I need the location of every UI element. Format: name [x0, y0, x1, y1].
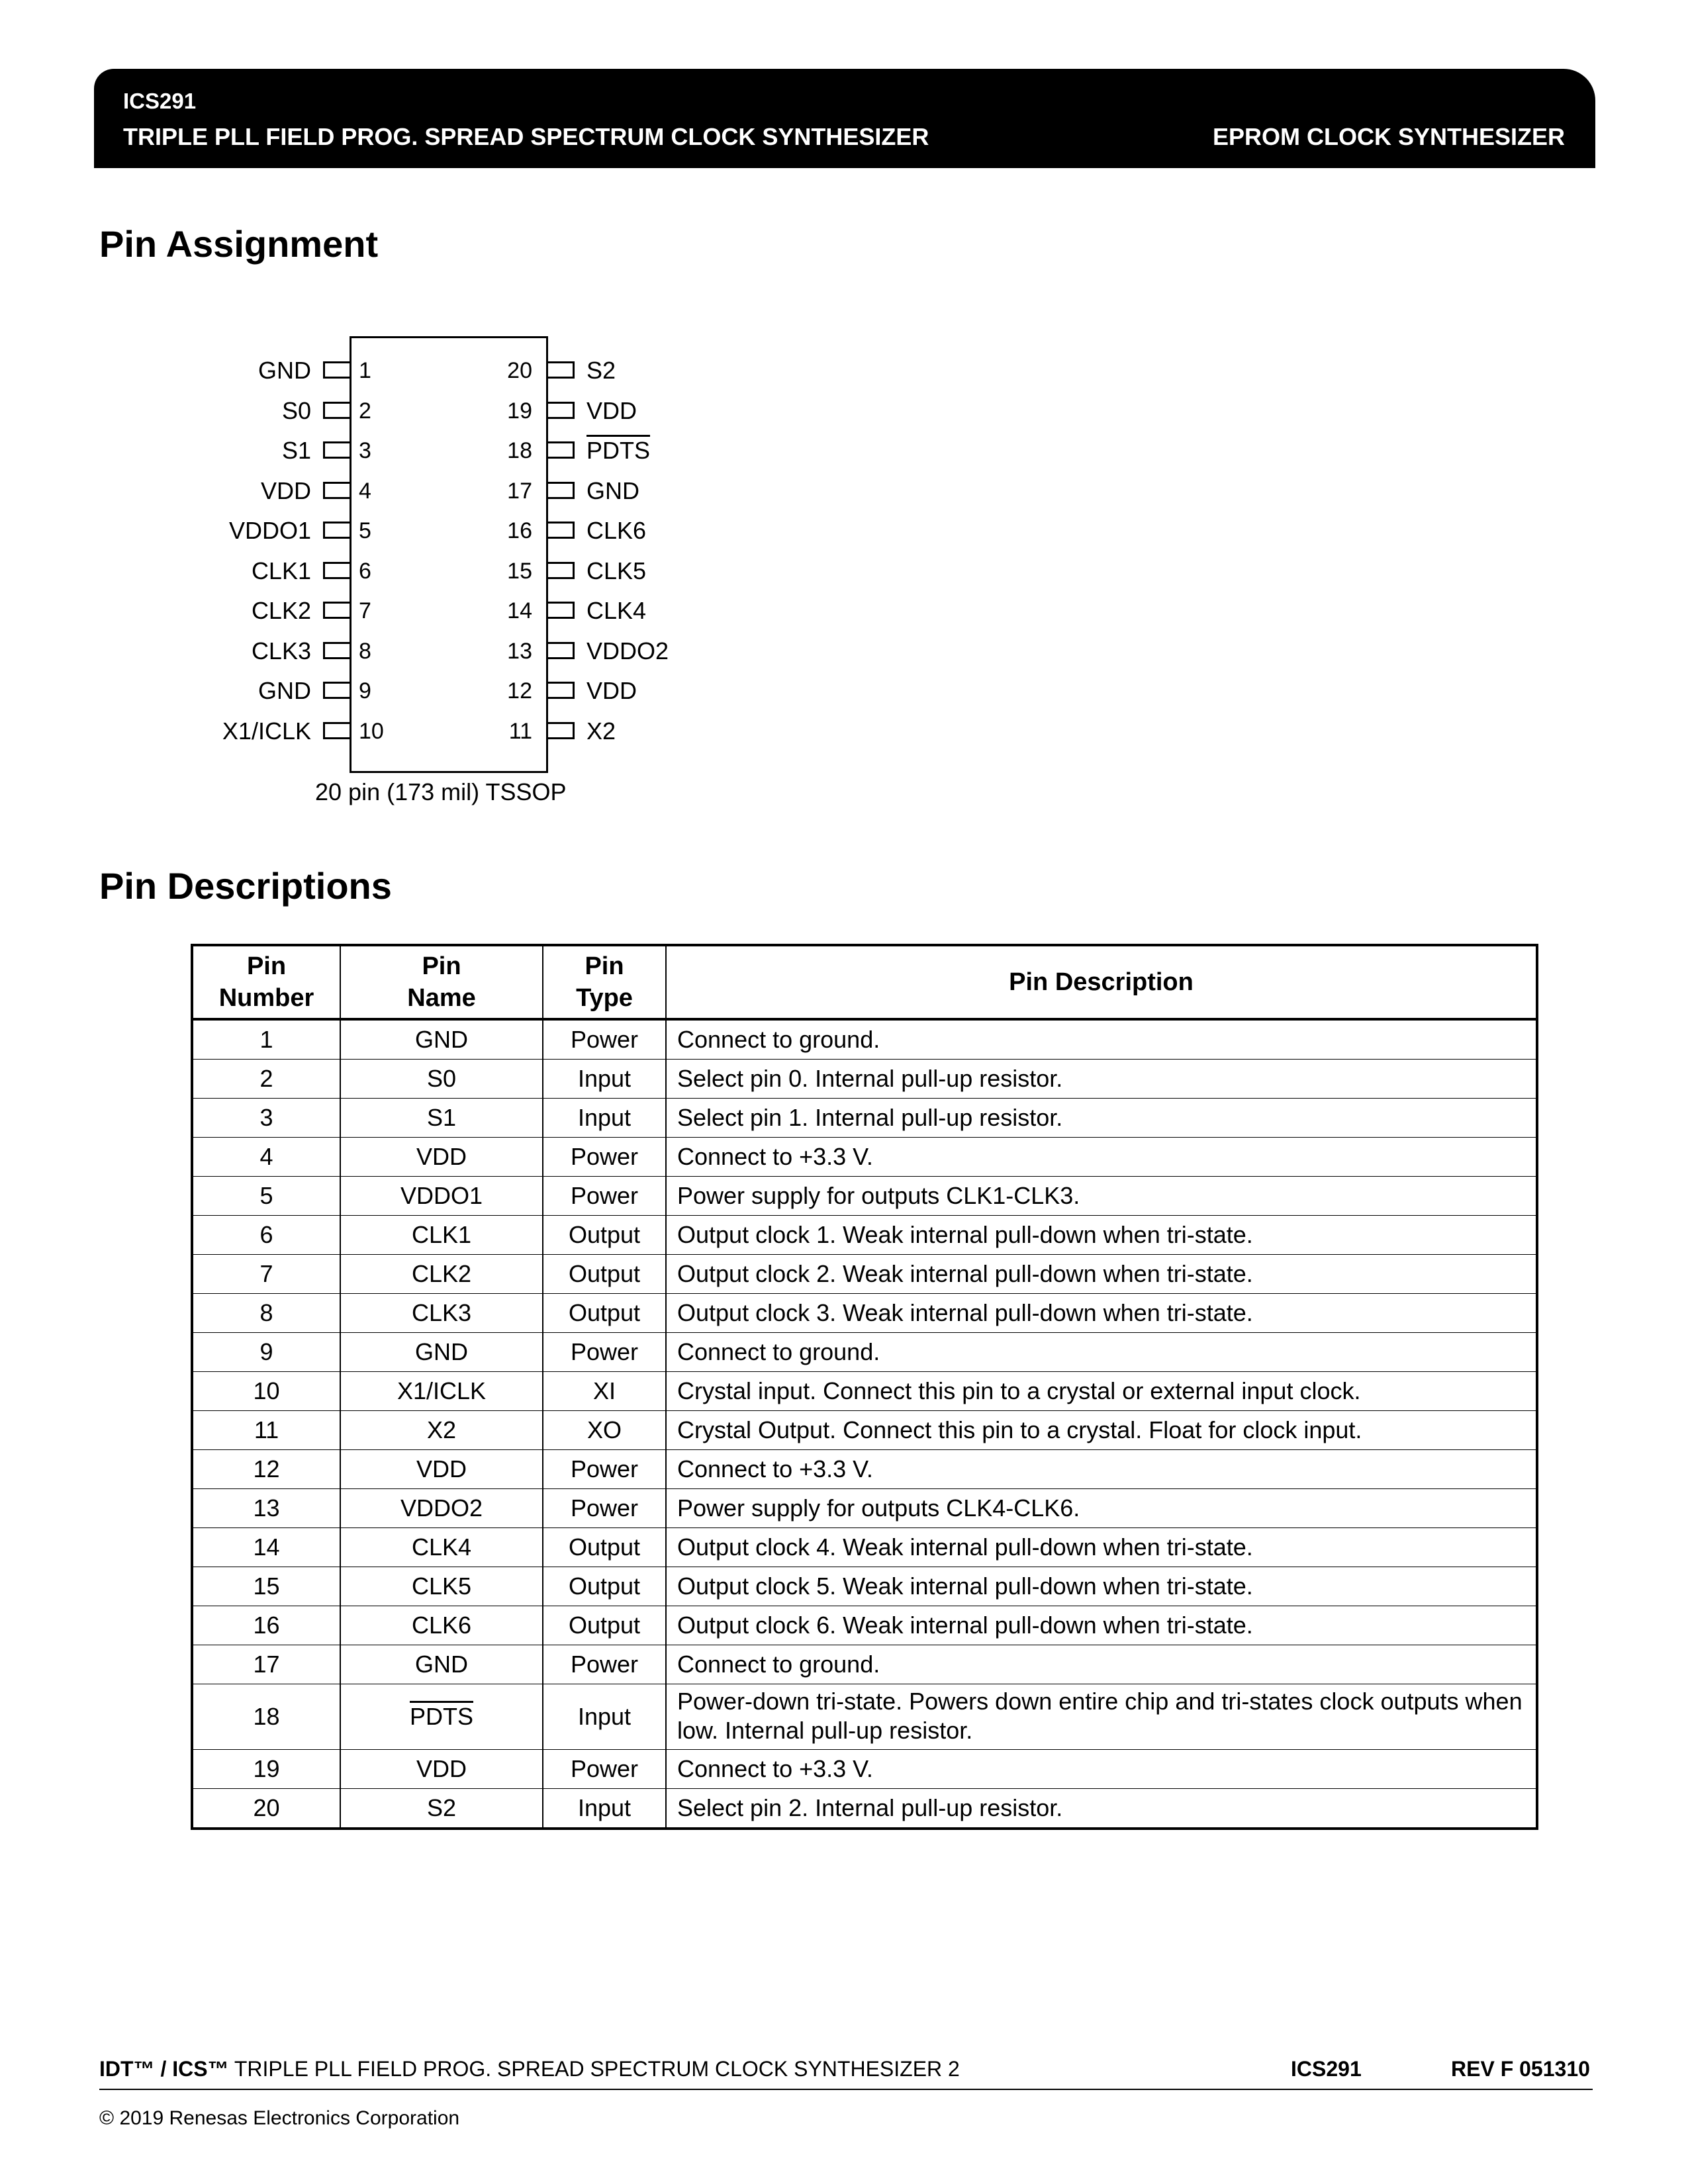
cell-pin-name: VDD	[340, 1450, 543, 1489]
pin-number: 10	[359, 718, 384, 744]
pin-number: 17	[507, 478, 532, 504]
pin-label: GND	[258, 357, 311, 384]
pin-number: 20	[507, 358, 532, 383]
pin-right-15	[507, 557, 702, 584]
pin-left-2	[212, 396, 371, 424]
pin-left-8	[212, 637, 371, 664]
cell-pin-name: GND	[340, 1645, 543, 1684]
cell-pin-type: Power	[543, 1750, 666, 1789]
pin-label: S0	[281, 396, 311, 424]
footer-divider	[99, 2089, 1593, 2090]
pin-label: S1	[281, 437, 311, 464]
cell-pin-type: Power	[543, 1333, 666, 1372]
cell-pin-name: CLK3	[340, 1294, 543, 1333]
header-pin-description: Pin Description	[666, 945, 1537, 1019]
pin-label: CLK3	[251, 637, 311, 664]
pin-right-18	[507, 437, 702, 464]
pin-label: CLK6	[586, 517, 647, 544]
pin-number: 5	[359, 518, 371, 543]
cell-pin-type: Output	[543, 1528, 666, 1567]
cell-pin-number: 6	[192, 1216, 340, 1255]
cell-pin-name: CLK1	[340, 1216, 543, 1255]
cell-pin-description: Output clock 3. Weak internal pull-down when tri-state.	[666, 1294, 1537, 1333]
pinout-diagram	[212, 331, 702, 821]
pin-right-16	[507, 517, 702, 544]
header-part-number: ICS291	[123, 89, 197, 113]
cell-pin-description: Crystal input. Connect this pin to a crystal or external input clock.	[666, 1372, 1537, 1411]
cell-pin-name: VDDO2	[340, 1489, 543, 1528]
table-row	[192, 1177, 1537, 1216]
pin-right-12	[507, 677, 702, 704]
pin-label: S2	[586, 357, 616, 384]
cell-pin-description: Connect to ground.	[666, 1645, 1537, 1684]
pin-left-7	[212, 597, 371, 624]
cell-pin-name: VDD	[340, 1750, 543, 1789]
header-title: TRIPLE PLL FIELD PROG. SPREAD SPECTRUM CLOCK SYNTHESIZER	[123, 123, 929, 150]
pin-number: 15	[507, 558, 532, 584]
pin-lead	[548, 602, 575, 619]
pin-number: 14	[507, 598, 532, 623]
cell-pin-description: Output clock 6. Weak internal pull-down when tri-state.	[666, 1606, 1537, 1645]
pin-description-table	[191, 944, 1538, 1830]
pin-label: VDDO1	[228, 517, 311, 544]
pin-lead	[323, 602, 350, 619]
pin-lead	[548, 482, 575, 499]
table-row	[192, 1372, 1537, 1411]
pin-left-3	[212, 437, 371, 464]
pin-label: CLK1	[251, 557, 311, 584]
table-row	[192, 1684, 1537, 1750]
cell-pin-type: Input	[543, 1789, 666, 1829]
table-row	[192, 1645, 1537, 1684]
cell-pin-name: VDD	[340, 1138, 543, 1177]
cell-pin-description: Connect to +3.3 V.	[666, 1138, 1537, 1177]
footer-title: IDT™ / ICS™ TRIPLE PLL FIELD PROG. SPREAD SPECTRUM CLOCK SYNTHESIZER 2	[99, 2057, 960, 2081]
pin-lead	[548, 722, 575, 739]
pin-right-19	[507, 396, 702, 424]
pin-lead	[548, 361, 575, 379]
pin-label: CLK5	[586, 557, 647, 584]
header-pin-number: Pin Number	[192, 945, 340, 1019]
pin-label: VDD	[586, 677, 637, 704]
pin-lead	[323, 682, 350, 699]
pin-lead	[548, 402, 575, 419]
cell-pin-type: Output	[543, 1294, 666, 1333]
cell-pin-number: 4	[192, 1138, 340, 1177]
pin-left-10	[212, 717, 384, 745]
cell-pin-type: Power	[543, 1138, 666, 1177]
table-row	[192, 1060, 1537, 1099]
header-bar	[94, 69, 1595, 168]
footer-part-number: ICS291	[1291, 2057, 1362, 2081]
cell-pin-description: Output clock 1. Weak internal pull-down when tri-state.	[666, 1216, 1537, 1255]
cell-pin-number: 3	[192, 1099, 340, 1138]
pin-number: 11	[508, 718, 532, 744]
table-row	[192, 1216, 1537, 1255]
cell-pin-description: Connect to ground.	[666, 1333, 1537, 1372]
cell-pin-type: Power	[543, 1019, 666, 1060]
header-category: EPROM CLOCK SYNTHESIZER	[1212, 123, 1565, 150]
pin-number: 2	[359, 398, 371, 424]
cell-pin-type: Power	[543, 1645, 666, 1684]
cell-pin-type: Output	[543, 1606, 666, 1645]
package-caption: 20 pin (173 mil) TSSOP	[315, 778, 567, 805]
pin-lead	[548, 642, 575, 659]
pin-lead	[323, 522, 350, 539]
cell-pin-name: S2	[340, 1789, 543, 1829]
pin-right-11	[508, 717, 702, 745]
pin-left-6	[212, 557, 371, 584]
pin-label: CLK2	[251, 597, 311, 624]
pin-label: CLK4	[586, 597, 647, 624]
cell-pin-description: Output clock 2. Weak internal pull-down when tri-state.	[666, 1255, 1537, 1294]
pin-number: 9	[359, 678, 371, 704]
cell-pin-type: Output	[543, 1216, 666, 1255]
cell-pin-number: 20	[192, 1789, 340, 1829]
cell-pin-name: CLK2	[340, 1255, 543, 1294]
pin-lead	[323, 402, 350, 419]
cell-pin-type: Power	[543, 1489, 666, 1528]
pin-lead	[323, 562, 350, 579]
cell-pin-type: Input	[543, 1684, 666, 1750]
table-row	[192, 1099, 1537, 1138]
pin-lead	[323, 361, 350, 379]
cell-pin-number: 1	[192, 1019, 340, 1060]
cell-pin-number: 13	[192, 1489, 340, 1528]
cell-pin-type: Input	[543, 1099, 666, 1138]
cell-pin-number: 16	[192, 1606, 340, 1645]
pin-right-14	[507, 597, 702, 624]
table-row	[192, 1606, 1537, 1645]
table-row	[192, 1294, 1537, 1333]
pin-lead	[548, 441, 575, 459]
cell-pin-name: S0	[340, 1060, 543, 1099]
pin-descriptions-title: Pin Descriptions	[99, 865, 392, 907]
table-header-row	[192, 945, 1537, 1019]
cell-pin-name: PDTS	[340, 1684, 543, 1750]
pin-number: 8	[359, 638, 371, 664]
table-row	[192, 1567, 1537, 1606]
cell-pin-number: 14	[192, 1528, 340, 1567]
cell-pin-name: CLK6	[340, 1606, 543, 1645]
pin-lead	[323, 482, 350, 499]
pin-number: 13	[507, 638, 532, 664]
cell-pin-number: 12	[192, 1450, 340, 1489]
pin-number: 7	[359, 598, 371, 623]
header-pin-type: Pin Type	[543, 945, 666, 1019]
cell-pin-description: Power-down tri-state. Powers down entire chip and tri-states clock outputs when low. Internal pull-up resistor.	[666, 1684, 1537, 1750]
cell-pin-description: Select pin 1. Internal pull-up resistor.	[666, 1099, 1537, 1138]
pin-number: 19	[507, 398, 532, 424]
cell-pin-description: Power supply for outputs CLK1-CLK3.	[666, 1177, 1537, 1216]
cell-pin-description: Connect to +3.3 V.	[666, 1450, 1537, 1489]
cell-pin-number: 2	[192, 1060, 340, 1099]
pin-number: 12	[507, 678, 532, 704]
cell-pin-number: 7	[192, 1255, 340, 1294]
cell-pin-description: Output clock 5. Weak internal pull-down when tri-state.	[666, 1567, 1537, 1606]
pin-label: X2	[586, 717, 616, 745]
cell-pin-number: 18	[192, 1684, 340, 1750]
pin-right-17	[507, 477, 702, 504]
table-row	[192, 1411, 1537, 1450]
pin-number: 16	[507, 518, 532, 543]
pin-lead	[548, 562, 575, 579]
cell-pin-name: X2	[340, 1411, 543, 1450]
cell-pin-number: 10	[192, 1372, 340, 1411]
table-row	[192, 1750, 1537, 1789]
cell-pin-description: Connect to ground.	[666, 1019, 1537, 1060]
pin-label: X1/ICLK	[222, 717, 311, 745]
cell-pin-description: Select pin 0. Internal pull-up resistor.	[666, 1060, 1537, 1099]
cell-pin-name: VDDO1	[340, 1177, 543, 1216]
table-row	[192, 1489, 1537, 1528]
pin-assignment-title: Pin Assignment	[99, 223, 379, 265]
pin-label: VDD	[260, 477, 311, 504]
pin-label: PDTS	[586, 437, 651, 464]
cell-pin-type: XI	[543, 1372, 666, 1411]
pin-lead	[548, 522, 575, 539]
cell-pin-name: CLK5	[340, 1567, 543, 1606]
cell-pin-description: Output clock 4. Weak internal pull-down when tri-state.	[666, 1528, 1537, 1567]
cell-pin-number: 11	[192, 1411, 340, 1450]
cell-pin-number: 8	[192, 1294, 340, 1333]
table-row	[192, 1789, 1537, 1829]
cell-pin-type: Output	[543, 1567, 666, 1606]
header-pin-name: Pin Name	[340, 945, 543, 1019]
pin-left-1	[212, 357, 371, 384]
pin-lead	[323, 642, 350, 659]
cell-pin-type: Input	[543, 1060, 666, 1099]
pin-right-20	[507, 357, 702, 384]
cell-pin-name: S1	[340, 1099, 543, 1138]
pin-left-4	[212, 477, 371, 504]
cell-pin-name: GND	[340, 1333, 543, 1372]
table-row	[192, 1333, 1537, 1372]
table-row	[192, 1255, 1537, 1294]
table-row	[192, 1450, 1537, 1489]
cell-pin-description: Connect to +3.3 V.	[666, 1750, 1537, 1789]
cell-pin-name: X1/ICLK	[340, 1372, 543, 1411]
cell-pin-number: 5	[192, 1177, 340, 1216]
cell-pin-type: Output	[543, 1255, 666, 1294]
copyright: © 2019 Renesas Electronics Corporation	[99, 2107, 460, 2129]
cell-pin-name: GND	[340, 1019, 543, 1060]
cell-pin-number: 17	[192, 1645, 340, 1684]
pin-number: 1	[359, 358, 371, 383]
pin-lead	[323, 722, 350, 739]
cell-pin-number: 9	[192, 1333, 340, 1372]
pin-left-5	[212, 517, 371, 544]
pin-number: 4	[359, 478, 371, 504]
cell-pin-description: Select pin 2. Internal pull-up resistor.	[666, 1789, 1537, 1829]
pin-number: 3	[359, 438, 371, 463]
cell-pin-type: XO	[543, 1411, 666, 1450]
pin-label: VDD	[586, 396, 637, 424]
cell-pin-type: Power	[543, 1450, 666, 1489]
pin-number: 18	[507, 438, 532, 463]
table-row	[192, 1019, 1537, 1060]
pin-label: GND	[258, 677, 311, 704]
cell-pin-description: Crystal Output. Connect this pin to a crystal. Float for clock input.	[666, 1411, 1537, 1450]
cell-pin-description: Power supply for outputs CLK4-CLK6.	[666, 1489, 1537, 1528]
pin-lead	[323, 441, 350, 459]
cell-pin-name: CLK4	[340, 1528, 543, 1567]
footer-revision: REV F 051310	[1451, 2057, 1590, 2081]
cell-pin-type: Power	[543, 1177, 666, 1216]
pin-right-13	[507, 637, 702, 664]
pin-label: GND	[586, 477, 639, 504]
pin-lead	[548, 682, 575, 699]
table-row	[192, 1528, 1537, 1567]
pin-label: VDDO2	[586, 637, 669, 664]
table-row	[192, 1138, 1537, 1177]
cell-pin-number: 19	[192, 1750, 340, 1789]
pin-left-9	[212, 677, 371, 704]
cell-pin-number: 15	[192, 1567, 340, 1606]
pin-number: 6	[359, 558, 371, 584]
